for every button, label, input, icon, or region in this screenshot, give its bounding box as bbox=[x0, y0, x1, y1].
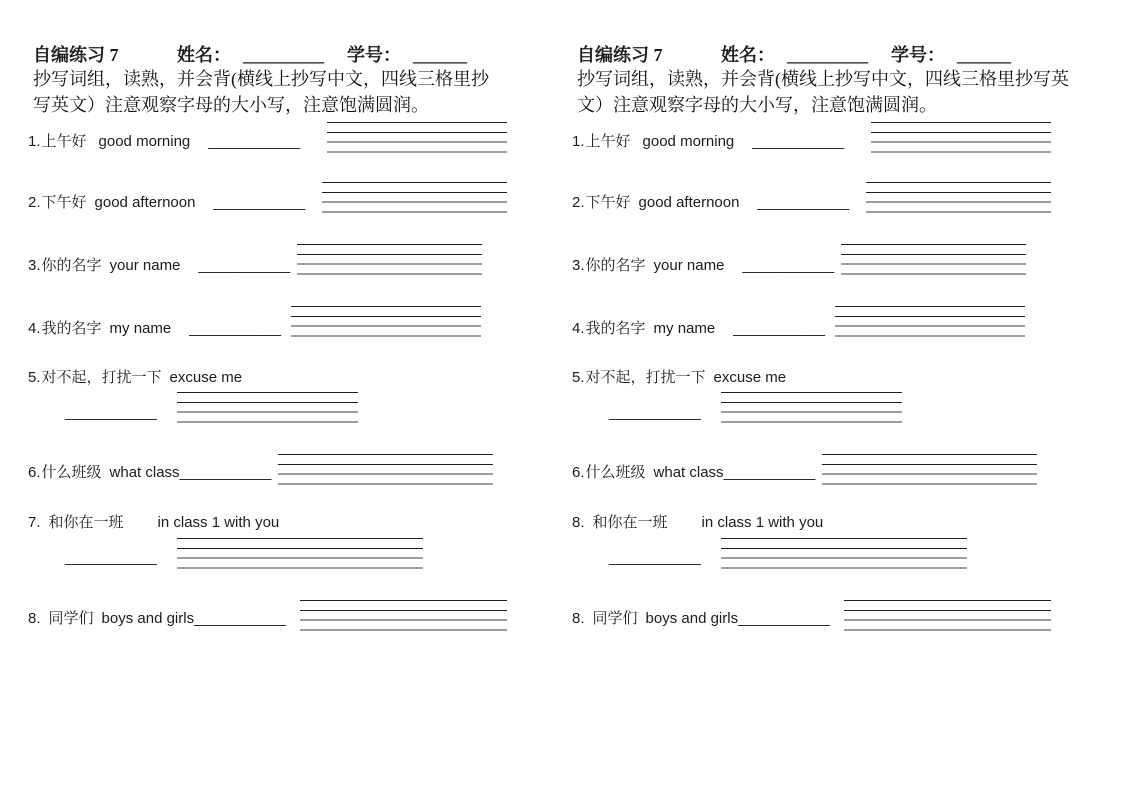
item-english-text: my name bbox=[109, 320, 172, 337]
chinese-copy-blank: ___________ bbox=[738, 610, 830, 627]
item-3-row bbox=[28, 255, 290, 277]
four-line-grid bbox=[721, 392, 902, 423]
chinese-copy-blank: ___________ bbox=[609, 549, 701, 566]
worksheet-header bbox=[28, 44, 563, 68]
item-chinese-text: 你的名字 bbox=[41, 258, 102, 274]
name-blank-line: _________ bbox=[787, 45, 868, 65]
item-5-blank-row bbox=[65, 402, 157, 423]
item-number: 5. bbox=[572, 369, 585, 386]
chinese-copy-blank: ___________ bbox=[742, 257, 835, 274]
four-line-grid bbox=[177, 392, 358, 423]
item-english-text: my name bbox=[653, 320, 716, 337]
item-number: 8. bbox=[572, 514, 585, 531]
four-line-grid bbox=[721, 538, 967, 569]
item-1-row bbox=[28, 131, 300, 153]
item-english-text: boys and girls bbox=[101, 610, 195, 627]
item-number: 4. bbox=[28, 320, 41, 337]
item-6-row bbox=[28, 462, 271, 484]
item-1-row bbox=[572, 131, 844, 153]
four-line-grid bbox=[322, 182, 507, 213]
chinese-copy-blank: ___________ bbox=[752, 133, 845, 150]
item-chinese-text: 对不起，打扰一下 bbox=[585, 370, 706, 386]
chinese-copy-blank: ___________ bbox=[757, 194, 850, 211]
item-english-text: good morning bbox=[98, 133, 191, 150]
item-english-text: boys and girls bbox=[645, 610, 739, 627]
student-id-blank-line: ______ bbox=[957, 45, 1011, 65]
item-5-blank-row bbox=[609, 402, 701, 423]
item-chinese-text: 上午好 bbox=[41, 134, 87, 150]
chinese-copy-blank: ___________ bbox=[65, 404, 157, 421]
item-number: 3. bbox=[572, 257, 585, 274]
item-4-row bbox=[572, 318, 825, 340]
item-5-row bbox=[28, 367, 242, 389]
name-label: 姓名： bbox=[721, 45, 775, 65]
item-4-row bbox=[28, 318, 281, 340]
four-line-grid bbox=[835, 306, 1025, 337]
chinese-copy-blank: ___________ bbox=[179, 464, 272, 481]
item-number: 8. bbox=[572, 610, 585, 627]
worksheet-header bbox=[572, 44, 1107, 68]
chinese-copy-blank: ___________ bbox=[213, 194, 306, 211]
name-blank-line: _________ bbox=[243, 45, 324, 65]
item-english-text: good morning bbox=[642, 133, 735, 150]
item-english-text: in class 1 with you bbox=[157, 514, 280, 531]
item-7-blank-row bbox=[609, 547, 701, 568]
four-line-grid bbox=[822, 454, 1037, 485]
item-chinese-text: 同学们 bbox=[48, 611, 94, 627]
item-number: 8. bbox=[28, 610, 41, 627]
student-id-label: 学号： bbox=[891, 45, 945, 65]
item-chinese-text: 上午好 bbox=[585, 134, 631, 150]
four-line-grid bbox=[278, 454, 493, 485]
item-english-text: good afternoon bbox=[638, 194, 740, 211]
item-7-blank-row bbox=[65, 547, 157, 568]
chinese-copy-blank: ___________ bbox=[189, 320, 281, 337]
item-english-text: what class bbox=[109, 464, 180, 481]
item-chinese-text: 和你在一班 bbox=[48, 515, 124, 531]
four-line-grid bbox=[177, 538, 423, 569]
four-line-grid bbox=[300, 600, 507, 631]
instructions-text: 抄写词组，读熟，并会背(横线上抄写中文，四线三格里抄写英文）注意观察字母的大小写，注意饱满圆润。 bbox=[577, 69, 1069, 115]
item-number: 2. bbox=[572, 194, 585, 211]
item-number: 1. bbox=[572, 133, 585, 150]
item-number: 3. bbox=[28, 257, 41, 274]
item-number: 1. bbox=[28, 133, 41, 150]
item-chinese-text: 什么班级 bbox=[41, 465, 102, 481]
item-8-row bbox=[28, 608, 286, 630]
item-2-row bbox=[28, 192, 305, 214]
item-chinese-text: 和你在一班 bbox=[592, 515, 668, 531]
item-chinese-text: 我的名字 bbox=[41, 321, 102, 337]
item-8-row bbox=[572, 608, 830, 630]
item-number: 2. bbox=[28, 194, 41, 211]
item-chinese-text: 什么班级 bbox=[585, 465, 646, 481]
item-chinese-text: 对不起，打扰一下 bbox=[41, 370, 162, 386]
item-chinese-text: 下午好 bbox=[585, 195, 631, 211]
item-2-row bbox=[572, 192, 849, 214]
instructions-text: 抄写词组，读熟，并会背(横线上抄写中文，四线三格里抄写英文）注意观察字母的大小写，注意饱满圆润。 bbox=[33, 69, 489, 115]
worksheet-title: 自编练习 7 bbox=[33, 45, 119, 65]
four-line-grid bbox=[297, 244, 482, 275]
chinese-copy-blank: ___________ bbox=[609, 404, 701, 421]
item-english-text: excuse me bbox=[713, 369, 787, 386]
chinese-copy-blank: ___________ bbox=[194, 610, 286, 627]
item-english-text: your name bbox=[653, 257, 725, 274]
four-line-grid bbox=[841, 244, 1026, 275]
item-6-row bbox=[572, 462, 815, 484]
item-english-text: excuse me bbox=[169, 369, 243, 386]
item-5-row bbox=[572, 367, 786, 389]
chinese-copy-blank: ___________ bbox=[208, 133, 301, 150]
item-english-text: what class bbox=[653, 464, 724, 481]
chinese-copy-blank: ___________ bbox=[198, 257, 291, 274]
four-line-grid bbox=[844, 600, 1051, 631]
worksheet-page-1 bbox=[28, 0, 563, 793]
four-line-grid bbox=[871, 122, 1051, 153]
item-number: 5. bbox=[28, 369, 41, 386]
item-english-text: good afternoon bbox=[94, 194, 196, 211]
four-line-grid bbox=[327, 122, 507, 153]
chinese-copy-blank: ___________ bbox=[723, 464, 816, 481]
item-chinese-text: 下午好 bbox=[41, 195, 87, 211]
item-7-row bbox=[28, 512, 279, 534]
worksheet-title: 自编练习 7 bbox=[577, 45, 663, 65]
student-id-label: 学号： bbox=[347, 45, 401, 65]
item-3-row bbox=[572, 255, 834, 277]
item-number: 4. bbox=[572, 320, 585, 337]
item-number: 6. bbox=[28, 464, 41, 481]
chinese-copy-blank: ___________ bbox=[733, 320, 825, 337]
item-number: 7. bbox=[28, 514, 41, 531]
worksheet-page-2 bbox=[572, 0, 1107, 793]
four-line-grid bbox=[866, 182, 1051, 213]
item-english-text: your name bbox=[109, 257, 181, 274]
item-number: 6. bbox=[572, 464, 585, 481]
item-chinese-text: 我的名字 bbox=[585, 321, 646, 337]
item-english-text: in class 1 with you bbox=[701, 514, 824, 531]
name-label: 姓名： bbox=[177, 45, 231, 65]
four-line-grid bbox=[291, 306, 481, 337]
item-chinese-text: 同学们 bbox=[592, 611, 638, 627]
chinese-copy-blank: ___________ bbox=[65, 549, 157, 566]
student-id-blank-line: ______ bbox=[413, 45, 467, 65]
item-7-row bbox=[572, 512, 823, 534]
item-chinese-text: 你的名字 bbox=[585, 258, 646, 274]
